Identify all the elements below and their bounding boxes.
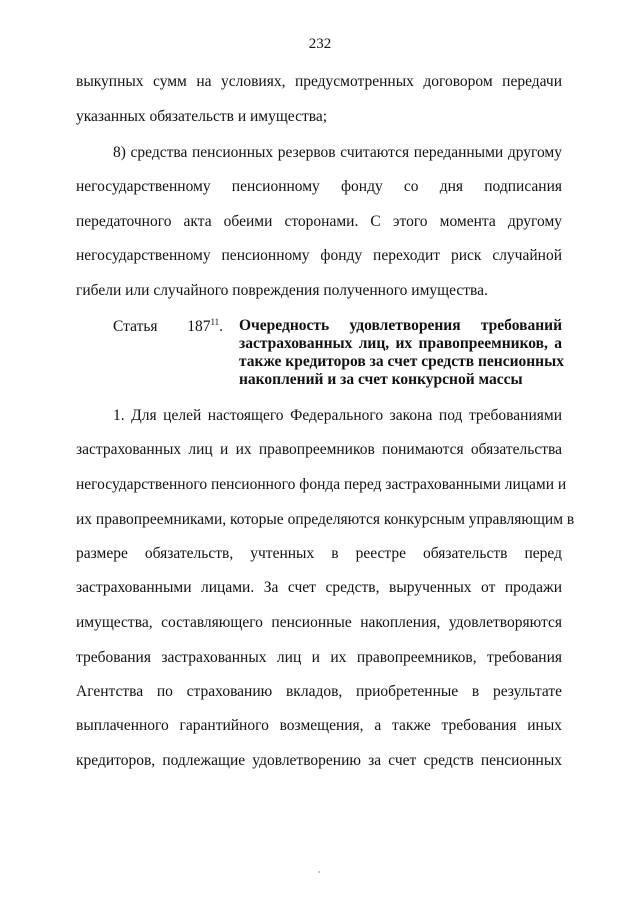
paragraph-line: застрахованными лицами. За счет средств, вырученных от продажи bbox=[76, 579, 562, 596]
article-number-superscript: 11 bbox=[210, 317, 220, 327]
article-number: $187^{11}$. bbox=[187, 317, 223, 335]
paragraph-line: выкупных сумм на условиях, предусмотренных договором передачи bbox=[76, 73, 562, 90]
paragraph-line: Агентства по страхованию вкладов, приобретенные в результате bbox=[76, 683, 562, 700]
article-title-line: также кредиторов за счет средств пенсионных bbox=[239, 353, 564, 370]
paragraph-line: гибели или случайного повреждения полученного имущества. bbox=[76, 282, 488, 299]
article-label-word: Статья bbox=[113, 318, 158, 335]
paragraph-line: негосударственного пенсионного фонда перед застрахованными лицами и bbox=[76, 476, 567, 493]
article-title-line: застрахованных лиц, их правопреемников, а bbox=[239, 335, 562, 352]
paragraph-line: негосударственному пенсионному фонду со дня подписания bbox=[76, 178, 562, 195]
paragraph-line: имущества, составляющего пенсионные накопления, удовлетворяются bbox=[76, 614, 562, 631]
paragraph-line: негосударственному пенсионному фонду переходит риск случайной bbox=[76, 247, 562, 264]
paragraph-line: выплаченного гарантийного возмещения, а также требования иных bbox=[76, 717, 562, 734]
paragraph-line: застрахованных лиц и их правопреемников понимаются обязательства bbox=[76, 441, 562, 458]
article-label bbox=[113, 317, 223, 337]
paragraph-line: кредиторов, подлежащие удовлетворению за счет средств пенсионных bbox=[76, 752, 562, 769]
paragraph-line: 1. Для целей настоящего Федерального закона под требованиями bbox=[113, 407, 562, 424]
paragraph-line: требования застрахованных лиц и их правопреемников, требования bbox=[76, 649, 562, 666]
paragraph-line: 8) средства пенсионных резервов считаются переданными другому bbox=[113, 144, 562, 161]
article-title-line: Очередность удовлетворения требований bbox=[239, 317, 562, 334]
article-title-line: накоплений и за счет конкурсной массы bbox=[239, 371, 523, 388]
paragraph-line: указанных обязательств и имущества; bbox=[76, 108, 328, 125]
scan-speck bbox=[318, 871, 320, 873]
paragraph-line: передаточного акта обеими сторонами. С этого момента другому bbox=[76, 213, 562, 230]
paragraph-line: их правопреемниками, которые определяются конкурсным управляющим в bbox=[76, 511, 575, 528]
page-number: 232 bbox=[308, 36, 332, 52]
paragraph-line: размере обязательств, учтенных в реестре обязательств перед bbox=[76, 545, 562, 562]
